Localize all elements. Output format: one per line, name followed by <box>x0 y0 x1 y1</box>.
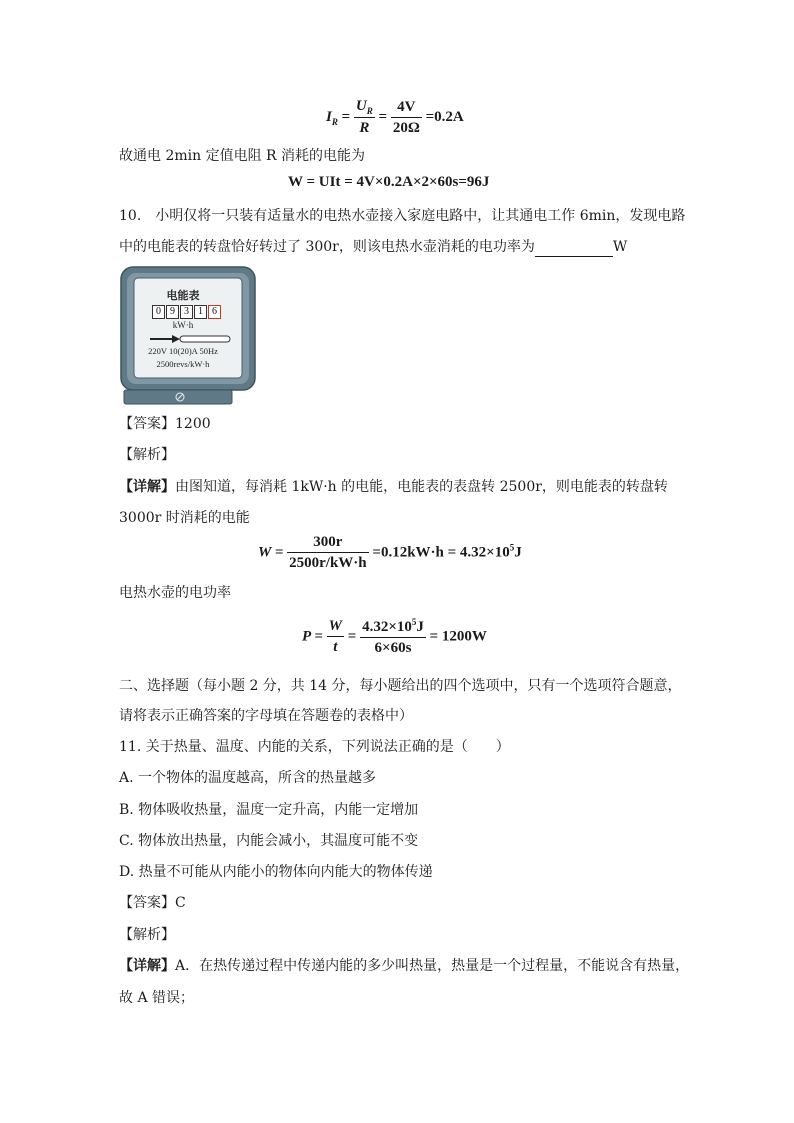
formula-lhs: I <box>326 108 332 125</box>
option-d: D. 热量不可能从内能小的物体向内能大的物体传递 <box>119 864 433 880</box>
formula-p-result: = 1200W <box>429 628 487 645</box>
question-11: 11. 关于热量、温度、内能的关系，下列说法正确的是（ ） <box>119 739 510 755</box>
fraction-power-den: 6×60s <box>374 640 412 656</box>
detail-row-1b: 3000r 时消耗的电能 <box>119 510 250 526</box>
answer-label: 【答案】 <box>119 416 175 432</box>
meter-spec-1: 220V 10(20)A 50Hz <box>148 346 218 356</box>
fraction-values <box>391 99 422 137</box>
formula-lhs-sub: R <box>331 116 338 127</box>
meter-digits <box>152 305 222 319</box>
answer-blank <box>535 242 613 257</box>
detail-label: 【详解】 <box>119 958 175 974</box>
option-b: B. 物体吸收热量，温度一定升高，内能一定增加 <box>119 802 419 818</box>
meter-digit: 3 <box>180 305 193 319</box>
formula-energy-text: W = UIt = 4V×0.2A×2×60s=96J <box>288 174 490 190</box>
detail-text: 由图知道，每消耗 1kW·h 的电能，电能表的表盘转 2500r，则电能表的转盘转 <box>175 479 668 495</box>
formula-p-lhs: P = <box>302 628 323 645</box>
meter-digit: 1 <box>194 305 207 319</box>
formula-energy <box>288 174 489 191</box>
fraction-w: W <box>327 618 344 637</box>
formula-w-rhs-unit: J <box>514 544 522 561</box>
fraction-revs-den: 2500r/kW·h <box>289 555 367 571</box>
detail-row-2b: 故 A 错误； <box>119 990 195 1006</box>
formula-w-rhs-exp: 5 <box>509 542 515 553</box>
fraction-revs-num: 300r <box>287 534 369 553</box>
answer-row-1 <box>119 414 211 434</box>
formula-result: =0.2A <box>425 108 464 125</box>
section-2-line-1: 二、选择题（每小题 2 分，共 14 分，每小题给出的四个选项中，只有一个选项符合题意， <box>119 678 682 694</box>
detail-row-2a <box>119 956 689 976</box>
question-10-text: 中的电能表的转盘恰好转过了 300r，则该电热水壶消耗的电功率为 <box>119 239 535 255</box>
power-intro-text: 电热水壶的电功率 <box>119 585 231 601</box>
option-a: A. 一个物体的温度越高，所含的热量越多 <box>119 770 377 786</box>
fraction-num-sub: R <box>366 106 373 116</box>
detail-label: 【详解】 <box>119 479 175 495</box>
question-10-line-1: 10. 小明仅将一只装有适量水的电热水壶接入家庭电路中，让其通电工作 6min，发现电路 <box>119 208 686 224</box>
fraction-power-num: 4.32×10 <box>362 619 412 635</box>
fraction-power-values <box>360 617 426 657</box>
formula-w-lhs: W = <box>258 544 284 561</box>
fraction-num: U <box>355 98 367 114</box>
meter-spec-2: 2500revs/kW·h <box>156 359 210 369</box>
meter-unit: kW·h <box>172 320 194 330</box>
analysis-label-1: 【解析】 <box>119 447 175 463</box>
fraction-den: R <box>359 120 370 136</box>
formula-power: P = $\frac{W}{t}$ = $\frac{4.32\times 10^5J}{6\times 60s}$ = 1200W <box>302 617 487 656</box>
electric-meter-figure <box>120 266 258 406</box>
analysis-label-2: 【解析】 <box>119 927 175 943</box>
formula-energy-meter <box>258 534 522 572</box>
energy-intro-text: 故通电 2min 定值电阻 R 消耗的电能为 <box>119 148 366 164</box>
question-10-unit: W <box>612 239 628 255</box>
fraction-revs <box>287 534 369 572</box>
formula-w-rhs: =0.12kW·h = 4.32×10 <box>372 544 510 561</box>
section-2-line-2: 请将表示正确答案的字母填在答题卷的表格中） <box>119 708 413 724</box>
meter-digit: 9 <box>166 305 179 319</box>
question-10-line-2 <box>119 237 627 257</box>
answer-value: 1200 <box>175 416 211 432</box>
fraction-values-num: 4V <box>391 99 422 118</box>
detail-row-1a <box>119 477 668 497</box>
answer-value: C <box>175 895 186 911</box>
fraction-power-num-exp: 5 <box>411 617 417 627</box>
fraction-power-num-unit: J <box>416 619 424 635</box>
meter-title: 电能表 <box>166 290 200 302</box>
answer-row-2 <box>119 893 186 913</box>
fraction-values-den: 20Ω <box>392 119 420 136</box>
formula-current: $I_R$ = $\frac{U_R}{R}$ = $\frac{4V}{20\Omega}$ =0.2A <box>326 98 464 136</box>
meter-digit: 0 <box>152 305 165 319</box>
detail-text: A．在热传递过程中传递内能的多少叫热量，热量是一个过程量，不能说含有热量， <box>175 958 690 974</box>
answer-label: 【答案】 <box>119 895 175 911</box>
option-c: C. 物体放出热量，内能会减小，其温度可能不变 <box>119 833 419 849</box>
meter-digit: 6 <box>208 305 221 319</box>
fraction-w-over-t <box>327 618 344 656</box>
fraction-t: t <box>333 639 338 655</box>
fraction-u-over-r <box>354 98 375 137</box>
